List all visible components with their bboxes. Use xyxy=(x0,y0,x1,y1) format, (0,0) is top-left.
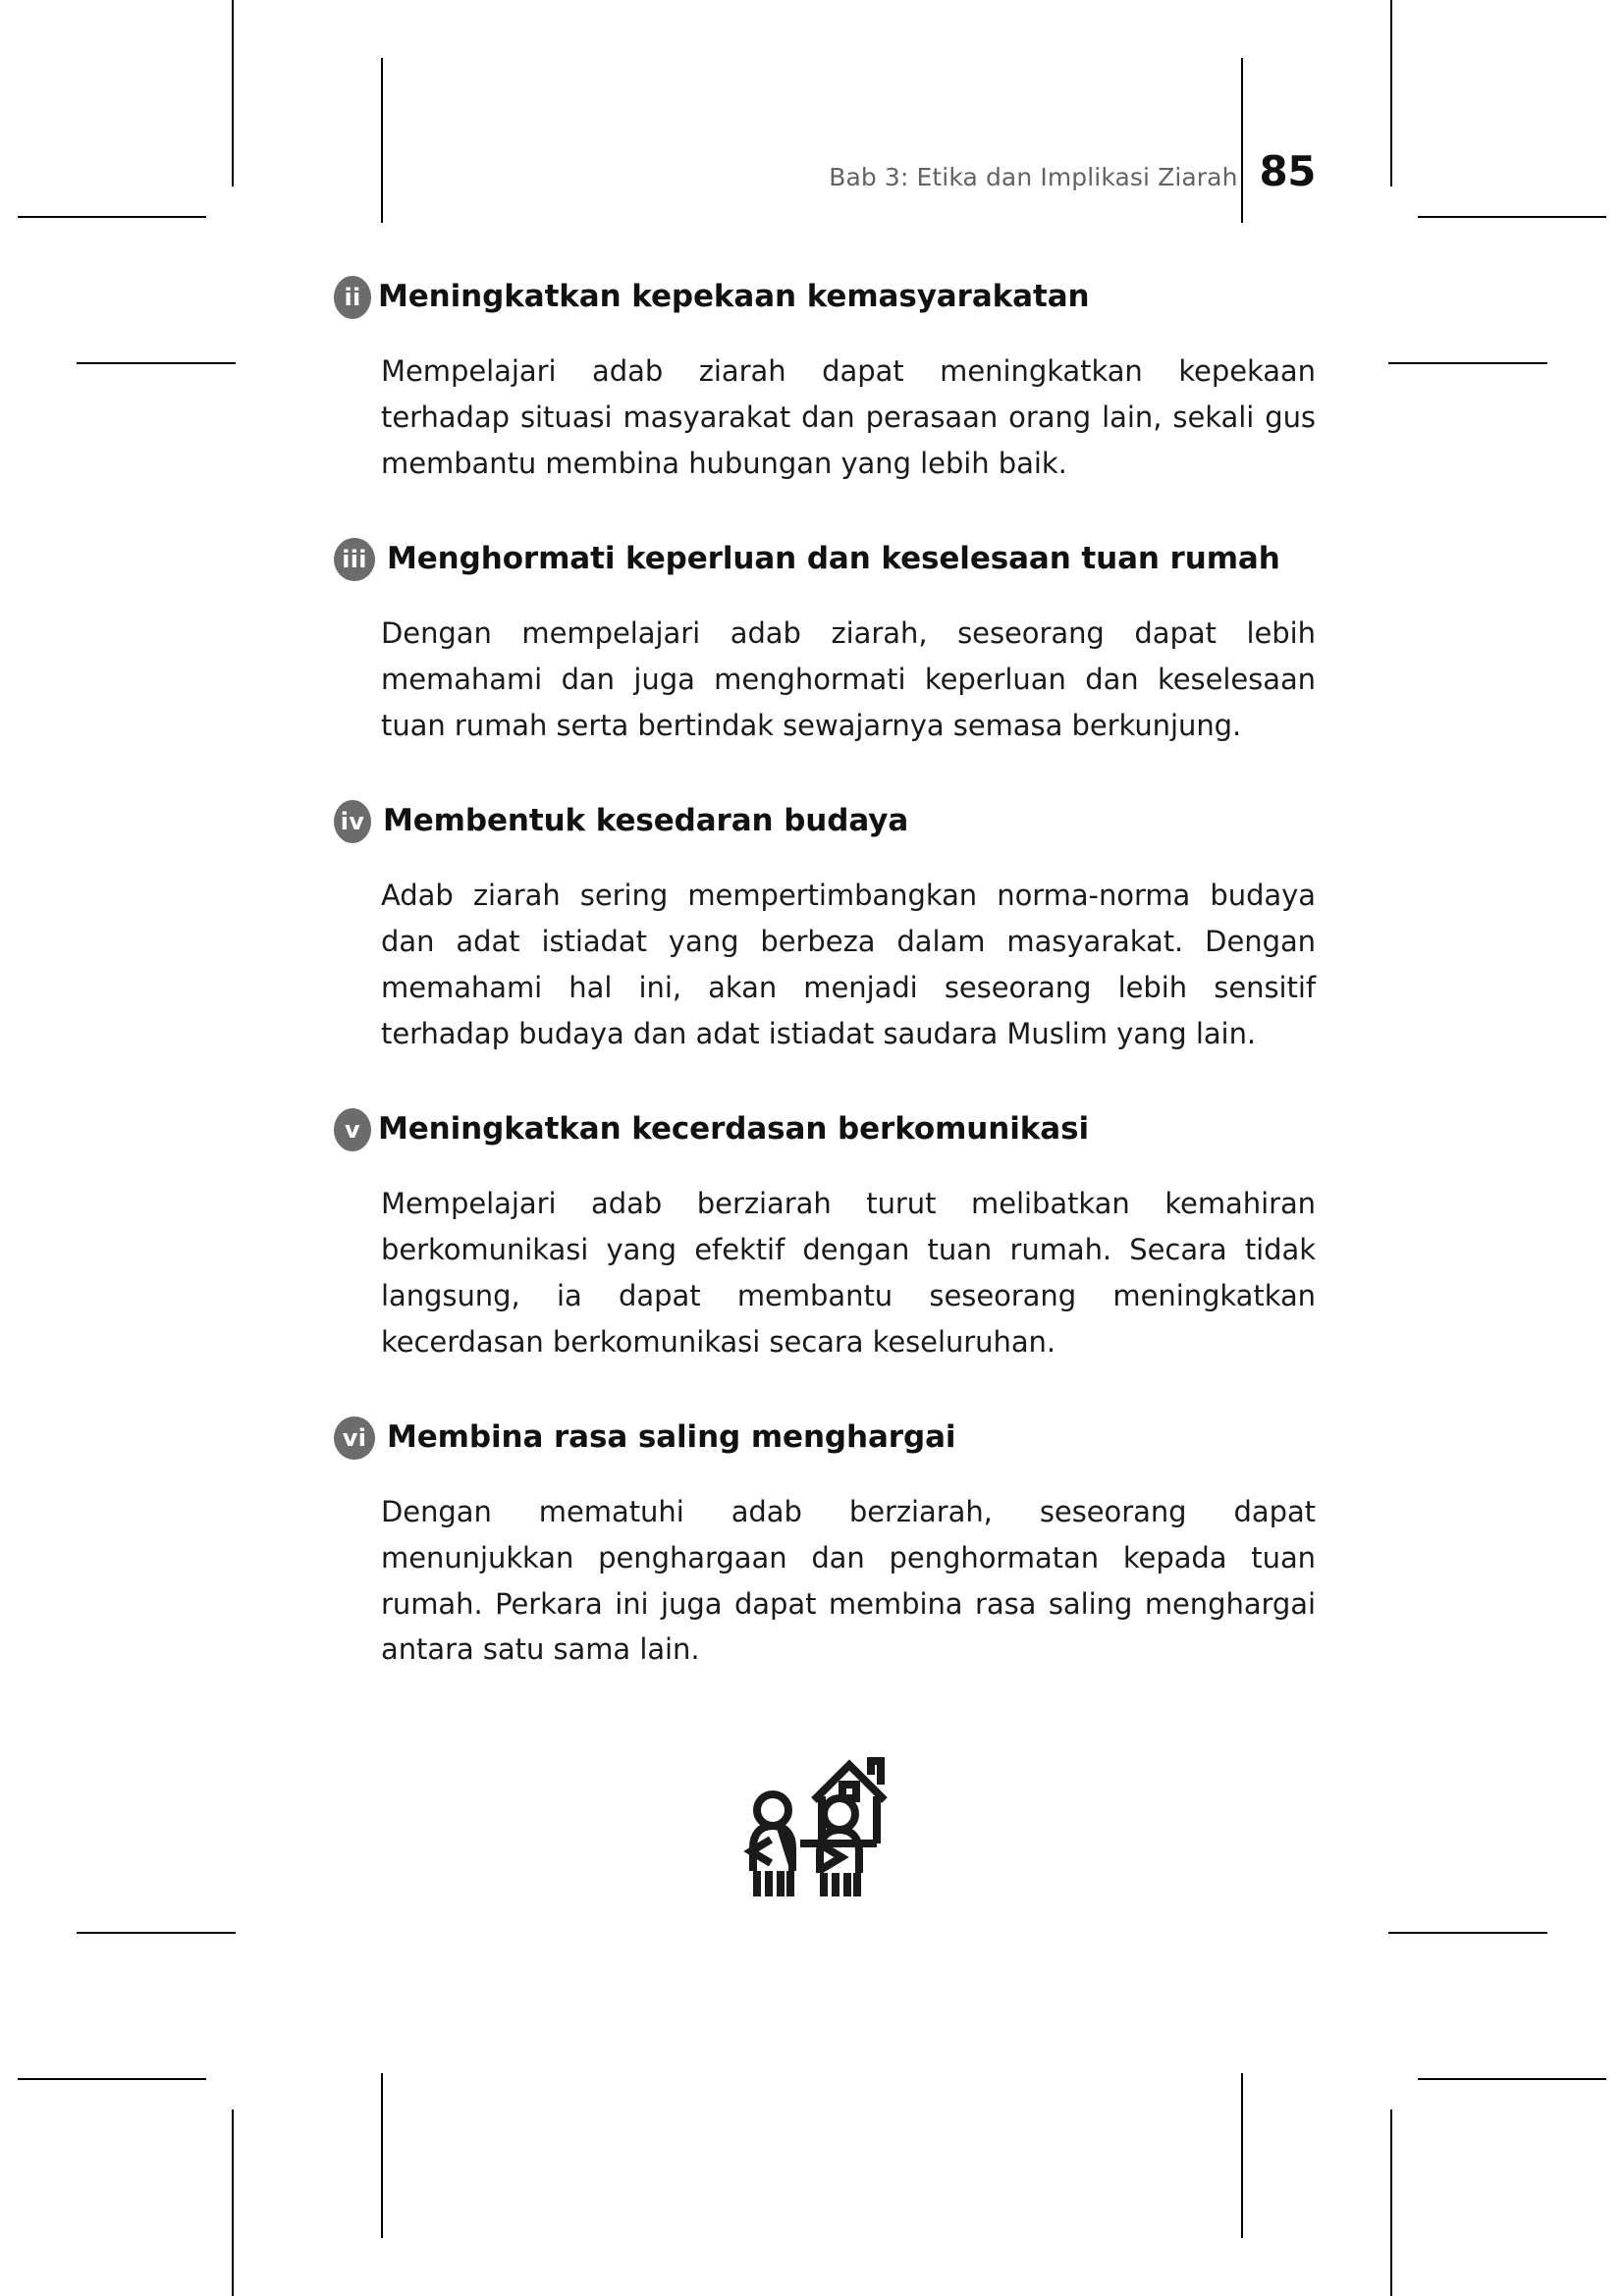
crop-mark-top-left-inner-horizontal xyxy=(77,362,236,364)
crop-mark-bottom-left-inner-horizontal xyxy=(77,1932,236,1934)
section-paragraph-vi: Dengan mematuhi adab berziarah, seseorang dapat menunjukkan penghargaan dan penghormatan kepada tuan rumah. Perkara ini juga dapat membina rasa saling menghargai antara satu sama lain. xyxy=(381,1494,1316,1667)
section-paragraph-iii: Dengan mempelajari adab ziarah, seseorang dapat lebih memahami dan juga menghormati keperluan dan keselesaan tuan rumah serta bertindak sewajarnya semasa berkunjung. xyxy=(381,615,1316,742)
section-heading-iii xyxy=(334,538,1316,581)
section-title-iv: Membentuk kesedaran budaya xyxy=(383,803,909,839)
page-content xyxy=(334,147,1316,1898)
section-paragraph-v: Mempelajari adab berziarah turut melibatkan kemahiran berkomunikasi yang efektif dengan tuan rumah. Secara tidak langsung, ia dapat membantu seseorang meningkatkan kecerdasan berkomunikasi secara keseluruhan. xyxy=(381,1186,1316,1359)
roman-numeral-badge-iv: iv xyxy=(334,800,371,843)
section-heading-iv xyxy=(334,800,1316,843)
crop-mark-bottom-right-inner-horizontal xyxy=(1388,1932,1547,1934)
section-title-vi: Membina rasa saling menghargai xyxy=(387,1418,956,1455)
section-ii xyxy=(334,276,1316,487)
chapter-title: Bab 3: Etika dan Implikasi Ziarah xyxy=(829,163,1238,191)
crop-mark-top-left-vertical xyxy=(232,0,234,187)
guest-and-host-at-house-icon xyxy=(731,1741,918,1898)
crop-mark-bottom-right-inner-vertical xyxy=(1241,2073,1243,2238)
section-title-ii: Meningkatkan kepekaan kemasyarakatan xyxy=(378,279,1090,315)
roman-numeral-badge-ii: ii xyxy=(334,276,371,319)
roman-numeral-badge-vi: vi xyxy=(334,1416,375,1460)
crop-mark-top-left-horizontal xyxy=(18,216,206,218)
crop-mark-bottom-left-horizontal xyxy=(18,2078,206,2080)
section-paragraph-iv: Adab ziarah sering mempertimbangkan norma-norma budaya dan adat istiadat yang berbeza dalam masyarakat. Dengan memahami hal ini, akan menjadi seseorang lebih sensitif terhadap budaya dan adat istiadat saudara Muslim yang lain. xyxy=(381,878,1316,1050)
illustration-container xyxy=(334,1741,1316,1898)
roman-numeral-badge-v: v xyxy=(334,1108,371,1151)
crop-mark-top-right-horizontal xyxy=(1418,216,1606,218)
crop-mark-top-right-vertical xyxy=(1390,0,1392,187)
roman-numeral-badge-iii: iii xyxy=(334,538,375,581)
crop-mark-bottom-right-horizontal xyxy=(1418,2078,1606,2080)
page-number: 85 xyxy=(1259,147,1316,195)
section-heading-vi xyxy=(334,1416,1316,1460)
section-heading-ii xyxy=(334,276,1316,319)
section-vi xyxy=(334,1416,1316,1674)
section-iii xyxy=(334,538,1316,749)
section-v xyxy=(334,1108,1316,1365)
running-header xyxy=(334,147,1316,195)
section-heading-v xyxy=(334,1108,1316,1151)
crop-mark-top-right-inner-horizontal xyxy=(1388,362,1547,364)
crop-mark-bottom-right-vertical xyxy=(1390,2109,1392,2296)
section-title-v: Meningkatkan kecerdasan berkomunikasi xyxy=(378,1111,1089,1148)
section-paragraph-ii: Mempelajari adab ziarah dapat meningkatkan kepekaan terhadap situasi masyarakat dan perasaan orang lain, sekali gus membantu membina hubungan yang lebih baik. xyxy=(381,354,1316,480)
crop-mark-bottom-left-vertical xyxy=(232,2109,234,2296)
crop-mark-bottom-left-inner-vertical xyxy=(381,2073,383,2238)
section-title-iii: Menghormati keperluan dan keselesaan tuan rumah xyxy=(387,541,1280,577)
section-iv xyxy=(334,800,1316,1057)
